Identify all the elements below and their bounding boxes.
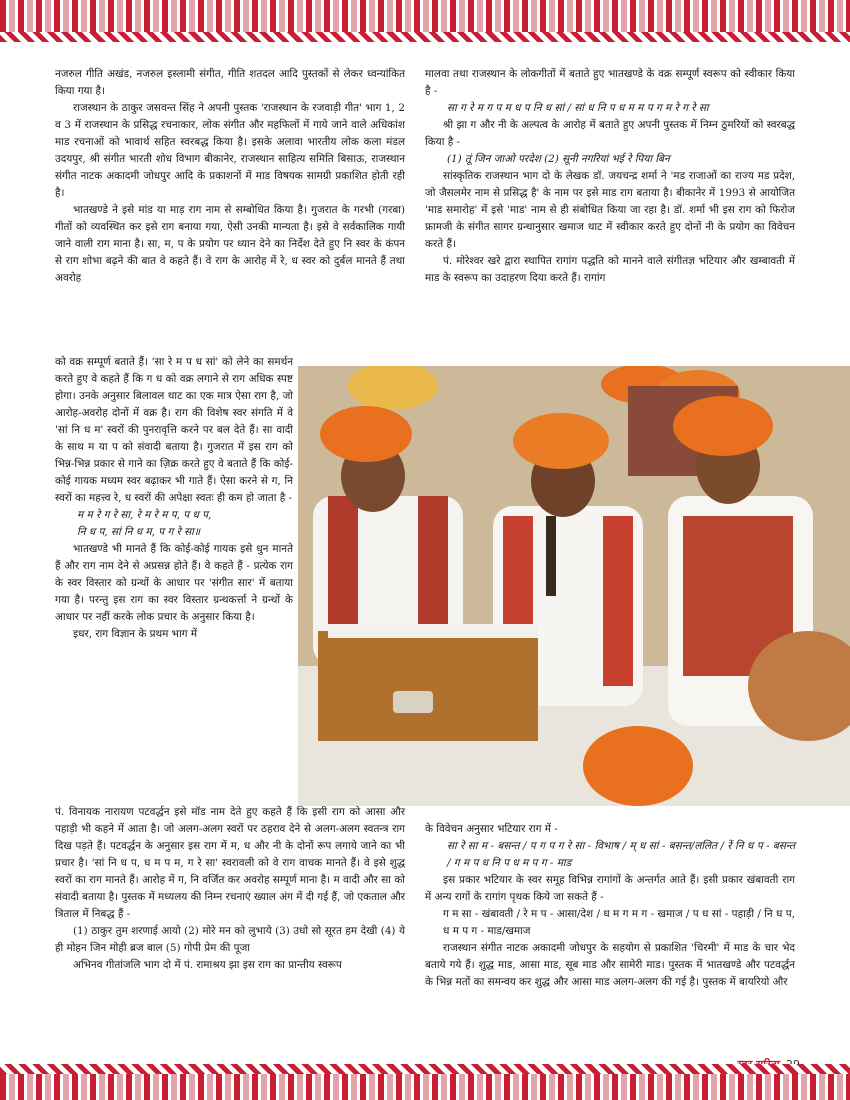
left-column-top [55,66,405,287]
paragraph: श्री झा ग और नी के अल्पत्व के आरोह में बताते हुए अपनी पुस्तक में निम्न ठुमरियों को स्वरबद्ध किया है - [425,119,795,148]
paragraph: सांस्कृतिक राजस्थान भाग दो के लेखक डॉ. जयचन्द्र शर्मा ने 'मड राजाओं का राज्य मड प्रदेश, जो जैसलमेर नाम से प्रसिद्ध है' के नाम पर इसे माड राग बताया है। बीकानेर में 1993 से आयोजित 'माड समारोह' में इसे 'माड' नाम से ही संबोधित किया जा रहा है। डॉ. शर्मा भी इस राग को फिरोज फ्रामजी के संगीत सागर ग्रन्थानुसार खमाज थाट में स्वीकार करते हुए दोनों नी के प्रयोग का विवेचन करते हैं। [425,170,795,250]
paragraph: इस प्रकार भटियार के स्वर समूह विभिन्न रागांगों के अन्तर्गत आते हैं। इसी प्रकार खंबावती राग में अन्य रागों के रागांग पृथक किये जा सकते हैं - [425,874,795,903]
right-column-bottom [425,821,795,991]
right-column-top [425,66,795,287]
left-column-narrow [55,354,293,643]
top-decorative-border [0,0,850,32]
thumri-list: (1) तूं जिन जाओ परदेश (2) सूनी नगरियां भई रे पिया बिन [447,153,670,165]
swara-line: सा रे सा म - बसन्त / प ग प ग रे सा - विभाष / म् ध सां - बसन्त/ललित / रें नि ध प - बसन्त / ग म प ध नि प ध म प ग - माड [447,840,795,869]
folk-musicians-photo [298,366,850,806]
paragraph: पं. मोरेश्वर खरे द्वारा स्थापित रागांग पद्धति को मानने वाले संगीतज्ञ भटियार और खम्बावती में माड के स्वरूप का उदाहरण दिया करते हैं। रागांग [425,255,795,284]
swara-line: नि ध प, सां नि ध म, प ग रे सा॥ [77,526,201,538]
paragraph: पं. विनायक नारायण पटवर्द्धन इसे मॉड नाम देते हुए कहते हैं कि इसी राग को आसा और पहाड़ी भी कहने में आता है। जो अलग-अलग स्वरों पर ठहराव देने से अलग-अलग स्वतन्त्र राग दिख पड़ते हैं। पटवर्द्धन के अनुसार इस राग में म, ध और नी के दोनों रूप लगाये जाने का भी प्रचार है। 'सां नि ध प, ध म प म, ग रे सा' स्वरावली को वे राग वाचक मानते हैं। वे इसे शुद्ध स्वरों का राग मानते हैं। आरोह में ग, नि वर्जित कर अवरोह सम्पूर्ण माना है। म वादी और सा को संवादी बताया है। पुस्तक में मध्यलय की निम्न रचनाएं ख्याल अंग में दी गई हैं, जो एकताल और त्रिताल में निबद्ध हैं - [55,806,405,920]
photo-illustration [298,366,850,806]
paragraph: राजस्थान संगीत नाटक अकादमी जोधपुर के सहयोग से प्रकाशित 'चिरमी' में माड के चार भेद बताये गये हैं। शुद्ध माड, आसा माड, सूब माड और सामेरी माड। पुस्तक में भातखण्डे और पटवर्द्धन के भिन्न मतों का समन्वय कर शुद्ध और आसा माड अलग-अलग की गई है। पुस्तक में बायरियो और [425,942,795,988]
left-column-bottom [55,804,405,974]
paragraph: मालवा तथा राजस्थान के लोकगीतों में बताते हुए भातखण्डे के वक्र सम्पूर्ण स्वरूप को स्वीकार किया है - [425,68,795,97]
bottom-decorative-border [0,1074,850,1100]
swara-line: म म रे ग रे सा, रे म रे म प, प ध प, [77,509,212,521]
paragraph: को वक्र सम्पूर्ण बताते हैं। 'सा रे म प ध सां' को लेने का समर्थन करते हुए वे कहते हैं कि ग ध को वक्र लगाने से राग अधिक स्पष्ट होगा। उनके अनुसार बिलावल थाट का एक मात्र ऐसा राग है, जो आरोह-अवरोह दोनों में वक्र है। राग की विशेष स्वर संगति में वे 'सां नि ध म' स्वरों की पुनरावृत्ति करने पर बल देते हैं। सा वादी के साथ म या प को संवादी बताया है। गुजरात में इस राग को भिन्न-भिन्न प्रकार से गाने का ज़िक्र करते हुए वे बताते हैं कि कोई-कोई गायक मध्यम स्वर बढ़ाकर भी गाते हैं। ऐसा करने से ग, नि स्वरों का महत्त्व रे, ध स्वरों की अपेक्षा स्वतः ही कम हो जाता है - [55,356,293,504]
paragraph: राजस्थान के ठाकुर जसवन्त सिंह ने अपनी पुस्तक 'राजस्थान के रजवाड़ी गीत' भाग 1, 2 व 3 में राजस्थान के प्रसिद्ध रचनाकार, लोक संगीत और महफिलों में गाये जाने वाले अधिकांश माड रचनाओं को भावार्थ सहित स्वरबद्ध किया है। इसके अलावा भारतीय लोक कला मंडल उदयपुर, श्री संगीत भारती शोध विभाग बीकानेर, राजस्थान साहित्य समिति बिसाऊ, राजस्थान संगीत नाटक अकादमी जोधपुर आदि के प्रकाशनों में माड विषयक सामग्री प्रकाशित होती रही है। [55,102,405,199]
paragraph: भातखण्डे ने इसे मांड या माड़ राग नाम से सम्बोधित किया है। गुजरात के गरभी (गरबा) गीतों को व्यवस्थित कर इसे राग बनाया गया, ऐसी उनकी मान्यता है। इसे वे सर्वकालिक गायी जाने वाली राग माना है। सा, म, प के प्रयोग पर ध्यान देने का निर्देश देते हुए नि स्वर के कंपन से राग शोभा बढ़ने की बात वे कहते हैं। वे राग के आरोह में रे, ध स्वर को दुर्बल मानते हैं तथा अवरोह [55,204,405,284]
swara-line: ग म सा - खंबावती / रे म प - आसा/देश / ध म ग म ग - खमाज / प ध सां - पहाड़ी / नि ध प, ध म प ग - माड/खमाज [443,908,795,937]
paragraph: (1) ठाकुर तुम शरणाई आयो (2) मोरे मन को लुभाये (3) उधो सो सूरत हम देखी (4) ये ही मोहन जिन मोही ब्रज बाल (5) गोपी प्रेम की पूजा [55,925,405,954]
paragraph: के विवेचन अनुसार भटियार राग में - [425,823,558,835]
swara-line: सा ग रे म ग प म ध प नि ध सां / सां ध नि प ध म म प ग म रे ग रे सा [447,102,709,114]
paragraph: इधर, राग विज्ञान के प्रथम भाग में [73,628,198,640]
paragraph: नजरुल गीति अखंड, नजरुल इस्लामी संगीत, गीति शतदल आदि पुस्तकों से लेकर ध्वन्यांकित किया गया है। [55,68,405,97]
paragraph: अभिनव गीतांजलि भाग दो में पं. रामाश्रय झा इस राग का प्रान्तीय स्वरूप [73,959,342,971]
paragraph: भातखण्डे भी मानते हैं कि कोई-कोई गायक इसे धुन मानते हैं और राग नाम देने से अप्रसन्न होते हैं। वे कहते हैं - प्रत्येक राग के स्वर विस्तार को ग्रन्थों के आधार पर 'संगीत सार' में बताया गया है। परन्तु इस राग का स्वर विस्तार ग्रन्थकर्त्ता ने ग्रन्थों के आधार पर नहीं करके लोक प्रचार के अनुसार किया है। [55,543,293,623]
